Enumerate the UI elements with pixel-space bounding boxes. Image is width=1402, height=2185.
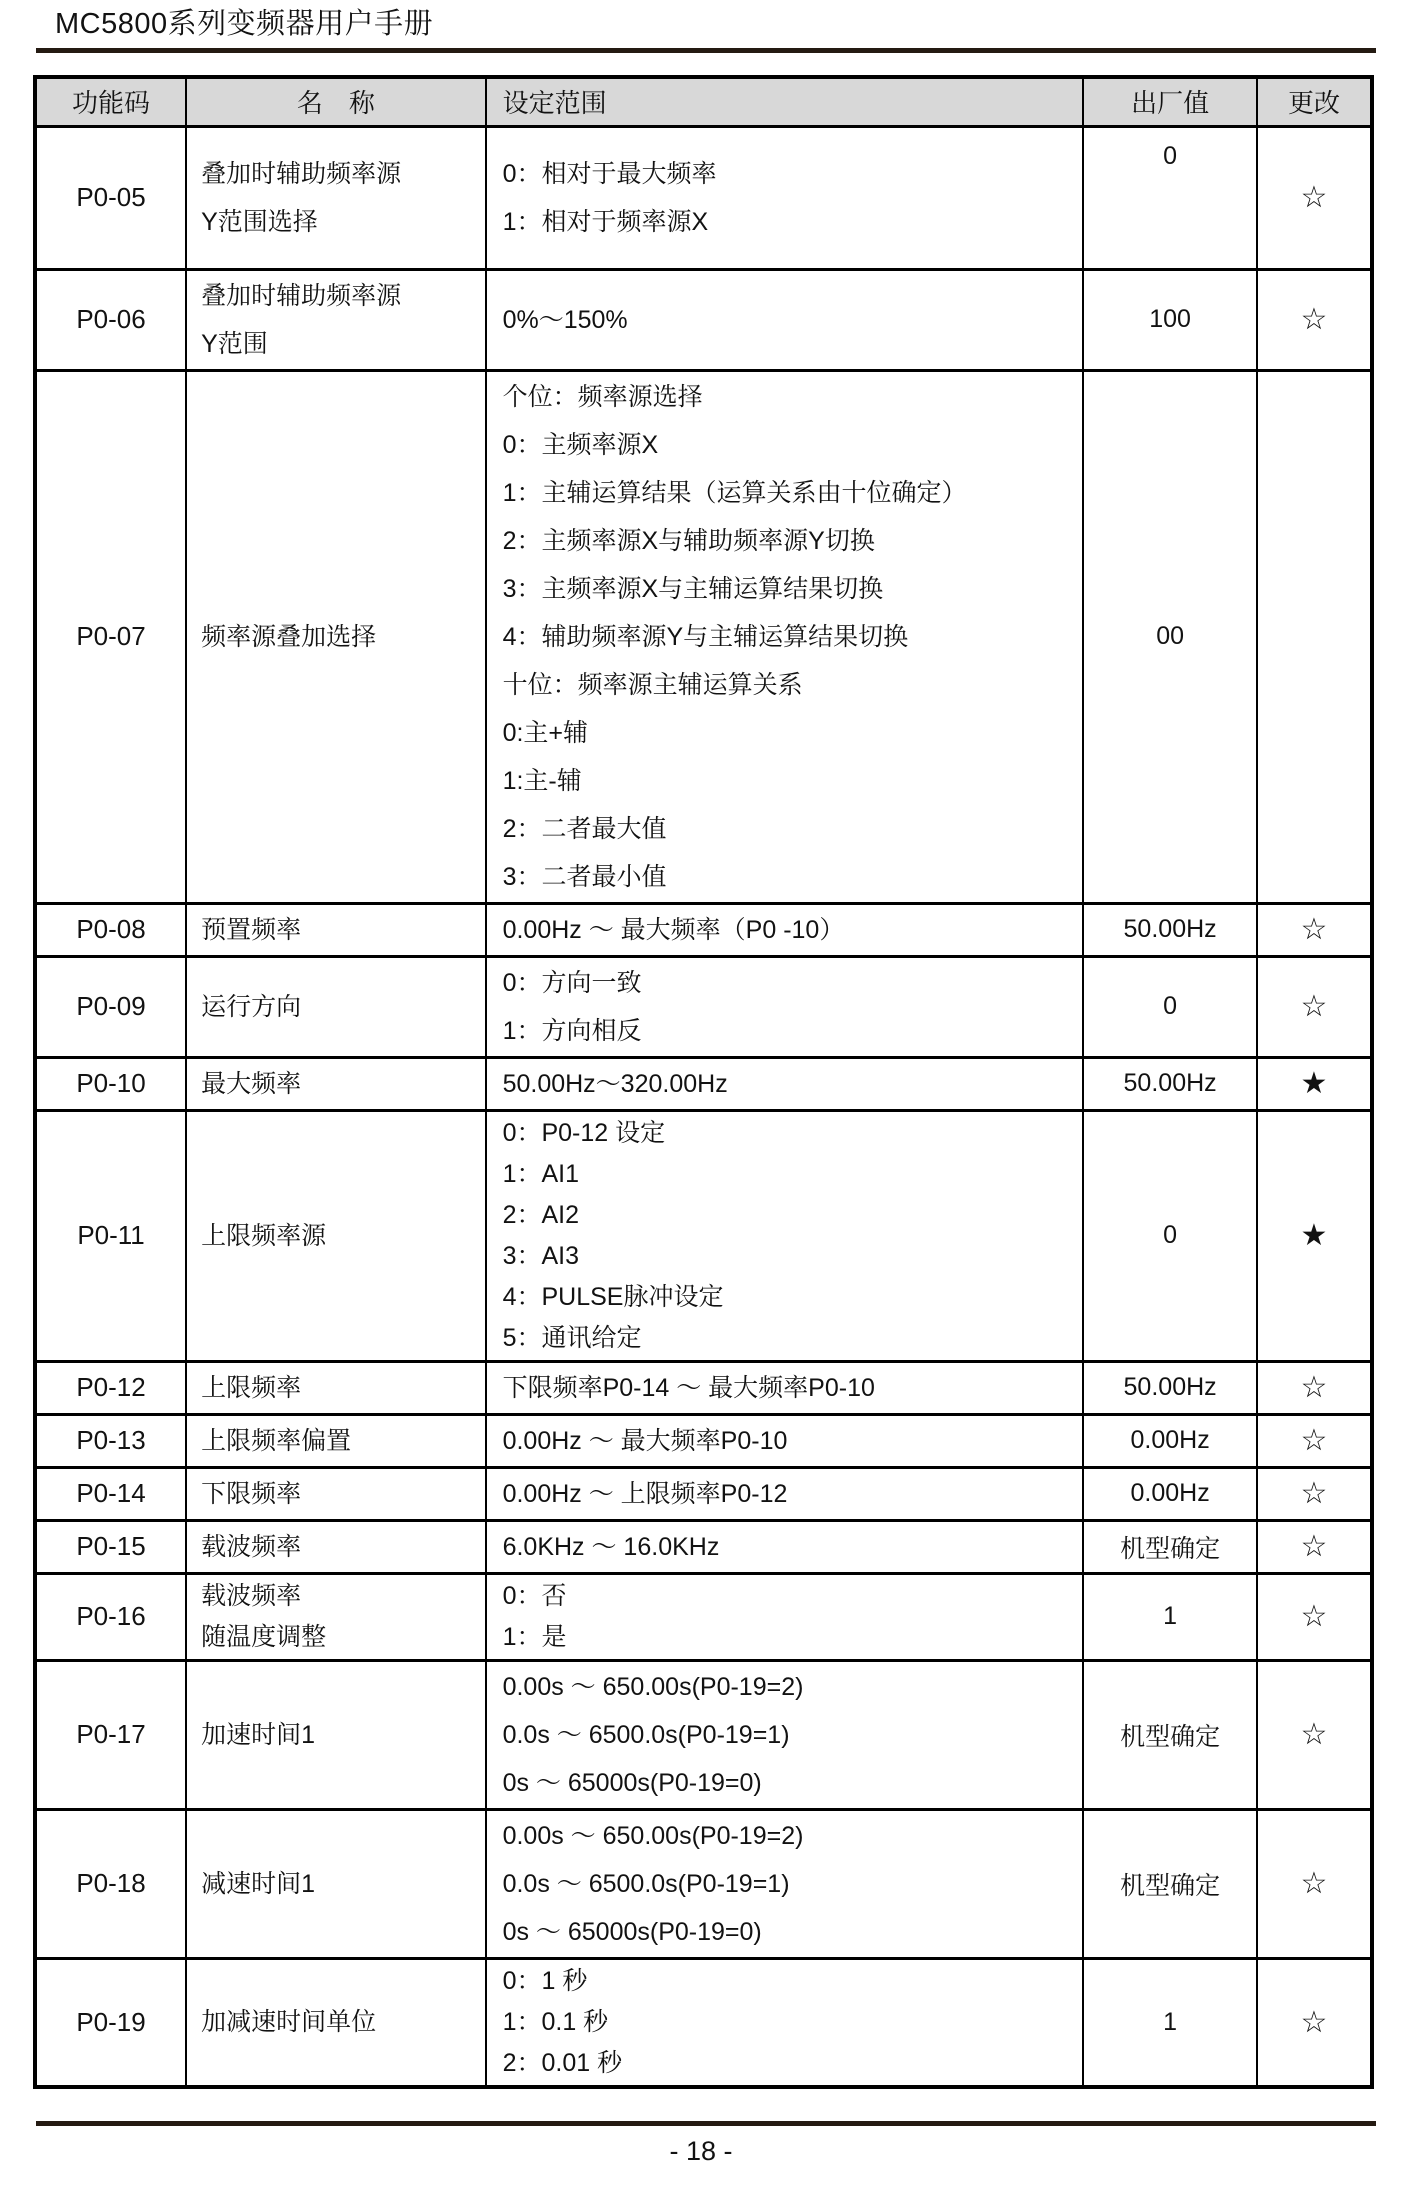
hollow-star-icon: ☆: [1300, 1371, 1328, 1404]
column-header: 设定范围: [486, 77, 1084, 126]
page-number: - 18 -: [669, 2135, 733, 2166]
table-row: [35, 1520, 1372, 1573]
range-line: 3：AI3: [502, 1241, 579, 1270]
setting-range-cell: [486, 903, 1084, 956]
name-line: Y范围: [201, 329, 268, 358]
range-line: 0.00s ～ 650.00s(P0-19=2): [502, 1672, 804, 1701]
name-cell: [186, 126, 485, 269]
range-line: 1：是: [502, 1622, 567, 1651]
function-code-cell: P0-16: [35, 1573, 186, 1660]
change-flag-cell: [1257, 1361, 1372, 1414]
range-line: 0.00s ～ 650.00s(P0-19=2): [502, 1821, 804, 1850]
change-flag-cell: [1257, 1110, 1372, 1361]
name-line: 频率源叠加选择: [201, 622, 377, 651]
change-flag-cell: [1257, 1809, 1372, 1958]
table-header-row: [35, 77, 1372, 126]
filled-star-icon: ★: [1300, 1067, 1328, 1100]
range-line: 3：主频率源X与主辅运算结果切换: [502, 574, 884, 603]
column-header: 名 称: [186, 77, 485, 126]
factory-default-cell: 100: [1083, 269, 1257, 370]
factory-default-cell: 机型确定: [1083, 1809, 1257, 1958]
table-row: [35, 1057, 1372, 1110]
footer-rule: [36, 2121, 1376, 2126]
range-line: 2：主频率源X与辅助频率源Y切换: [502, 526, 875, 555]
range-line: 4：PULSE脉冲设定: [502, 1282, 724, 1311]
range-line: 2：0.01 秒: [502, 2048, 623, 2077]
setting-range-cell: [486, 1057, 1084, 1110]
setting-range-cell: [486, 1414, 1084, 1467]
name-cell: [186, 1660, 485, 1809]
factory-default-cell: 0: [1083, 956, 1257, 1057]
hollow-star-icon: ☆: [1300, 2005, 1328, 2039]
name-cell: [186, 1467, 485, 1520]
name-line: Y范围选择: [201, 207, 318, 236]
table-row: [35, 1414, 1372, 1467]
function-code-cell: P0-12: [35, 1361, 186, 1414]
range-line: 0：P0-12 设定: [502, 1118, 666, 1147]
change-flag-cell: [1257, 956, 1372, 1057]
factory-default-cell: 0: [1083, 1110, 1257, 1361]
function-code-cell: P0-11: [35, 1110, 186, 1361]
name-cell: [186, 956, 485, 1057]
setting-range-cell: [486, 1520, 1084, 1573]
function-code-cell: P0-13: [35, 1414, 186, 1467]
range-line: 2：二者最大值: [502, 814, 667, 843]
name-line: 最大频率: [201, 1069, 302, 1098]
hollow-star-icon: ☆: [1300, 990, 1328, 1023]
change-flag-cell: [1257, 1958, 1372, 2087]
name-cell: [186, 1110, 485, 1361]
name-cell: [186, 1958, 485, 2087]
range-line: 2：AI2: [502, 1200, 579, 1229]
range-line: 1：AI1: [502, 1159, 579, 1188]
setting-range-cell: [486, 126, 1084, 269]
setting-range-cell: [486, 370, 1084, 903]
range-line: 0：主频率源X: [502, 430, 659, 459]
name-cell: [186, 903, 485, 956]
setting-range-cell: [486, 1361, 1084, 1414]
range-line: 4：辅助频率源Y与主辅运算结果切换: [502, 622, 909, 651]
function-code-cell: P0-14: [35, 1467, 186, 1520]
column-header: 更改: [1257, 77, 1372, 126]
name-line: 叠加时辅助频率源: [201, 281, 402, 310]
table-row: [35, 1958, 1372, 2087]
range-line: 十位：频率源主辅运算关系: [502, 670, 803, 699]
factory-default-cell: 0.00Hz: [1083, 1467, 1257, 1520]
name-line: 运行方向: [201, 992, 302, 1021]
factory-default-cell: 50.00Hz: [1083, 1361, 1257, 1414]
function-code-cell: P0-06: [35, 269, 186, 370]
name-line: 载波频率: [201, 1532, 302, 1561]
table-row: [35, 1660, 1372, 1809]
hollow-star-icon: ☆: [1300, 1867, 1328, 1900]
range-line: 0.0s ～ 6500.0s(P0-19=1): [502, 1720, 790, 1749]
setting-range-cell: [486, 1809, 1084, 1958]
factory-default-cell: 00: [1083, 370, 1257, 903]
column-header: 功能码: [35, 77, 186, 126]
page-title: MC5800系列变频器用户手册: [55, 8, 434, 40]
parameter-table: [33, 75, 1374, 2089]
table-row: [35, 126, 1372, 269]
setting-range-cell: [486, 956, 1084, 1057]
name-line: 预置频率: [201, 915, 302, 944]
function-code-cell: P0-19: [35, 1958, 186, 2087]
function-code-cell: P0-17: [35, 1660, 186, 1809]
setting-range-cell: [486, 1958, 1084, 2087]
range-line: 0.0s ～ 6500.0s(P0-19=1): [502, 1869, 790, 1898]
range-line: 6.0KHz ～ 16.0KHz: [502, 1532, 720, 1561]
hollow-star-icon: ☆: [1300, 1477, 1328, 1510]
function-code-cell: P0-10: [35, 1057, 186, 1110]
name-cell: [186, 1361, 485, 1414]
name-cell: [186, 1809, 485, 1958]
name-line: 载波频率: [201, 1581, 302, 1610]
name-cell: [186, 1573, 485, 1660]
setting-range-cell: [486, 1573, 1084, 1660]
hollow-star-icon: ☆: [1300, 181, 1328, 214]
range-line: 50.00Hz～320.00Hz: [502, 1069, 728, 1098]
range-line: 0s ～ 65000s(P0-19=0): [502, 1917, 762, 1946]
name-line: 叠加时辅助频率源: [201, 159, 402, 188]
change-flag-cell: [1257, 903, 1372, 956]
factory-default-cell: 机型确定: [1083, 1520, 1257, 1573]
table-row: [35, 269, 1372, 370]
factory-default-cell: 机型确定: [1083, 1660, 1257, 1809]
setting-range-cell: [486, 1110, 1084, 1361]
hollow-star-icon: ☆: [1300, 1600, 1328, 1633]
range-line: 1：主辅运算结果（运算关系由十位确定）: [502, 478, 967, 507]
range-line: 1：0.1 秒: [502, 2007, 609, 2036]
name-cell: [186, 370, 485, 903]
range-line: 个位：频率源选择: [502, 382, 703, 411]
name-cell: [186, 1414, 485, 1467]
change-flag-cell: [1257, 1573, 1372, 1660]
function-code-cell: P0-09: [35, 956, 186, 1057]
factory-default-cell: 0.00Hz: [1083, 1414, 1257, 1467]
name-line: 下限频率: [201, 1479, 302, 1508]
range-line: 0：否: [502, 1581, 567, 1610]
filled-star-icon: ★: [1300, 1219, 1328, 1252]
table-row: [35, 903, 1372, 956]
table-row: [35, 1809, 1372, 1958]
function-code-cell: P0-05: [35, 126, 186, 269]
table-row: [35, 370, 1372, 903]
range-line: 1:主-辅: [502, 766, 582, 795]
hollow-star-icon: ☆: [1300, 1718, 1328, 1751]
range-line: 5：通讯给定: [502, 1323, 642, 1352]
function-code-cell: P0-18: [35, 1809, 186, 1958]
hollow-star-icon: ☆: [1300, 1530, 1328, 1563]
factory-default-cell: 50.00Hz: [1083, 1057, 1257, 1110]
factory-default-cell: 1: [1083, 1958, 1257, 2087]
change-flag-cell: [1257, 1467, 1372, 1520]
name-line: 加减速时间单位: [201, 2008, 377, 2036]
range-line: 0%～150%: [502, 305, 628, 334]
function-code-cell: P0-15: [35, 1520, 186, 1573]
change-flag-cell: [1257, 1520, 1372, 1573]
column-header: 出厂值: [1083, 77, 1257, 126]
change-flag-cell: [1257, 1414, 1372, 1467]
range-line: 0.00Hz ～ 上限频率P0-12: [502, 1479, 788, 1508]
page-footer: [0, 2121, 1402, 2167]
factory-default-cell: 50.00Hz: [1083, 903, 1257, 956]
table-row: [35, 956, 1372, 1057]
range-line: 0.00Hz ～ 最大频率（P0 -10）: [502, 915, 845, 944]
range-line: 0：相对于最大频率: [502, 159, 717, 188]
range-line: 1：相对于频率源X: [502, 207, 709, 236]
hollow-star-icon: ☆: [1300, 303, 1328, 336]
range-line: 0：方向一致: [502, 968, 642, 997]
range-line: 3：二者最小值: [502, 862, 667, 891]
name-line: 上限频率偏置: [201, 1426, 352, 1455]
table-row: [35, 1110, 1372, 1361]
range-line: 下限频率P0-14 ～ 最大频率P0-10: [502, 1373, 875, 1402]
setting-range-cell: [486, 269, 1084, 370]
range-line: 1：方向相反: [502, 1016, 642, 1045]
name-cell: [186, 269, 485, 370]
name-line: 上限频率: [201, 1373, 302, 1402]
table-row: [35, 1573, 1372, 1660]
name-line: 加速时间1: [201, 1720, 315, 1749]
factory-default-cell: 1: [1083, 1573, 1257, 1660]
change-flag-cell: [1257, 269, 1372, 370]
range-line: 0s ～ 65000s(P0-19=0): [502, 1768, 762, 1797]
hollow-star-icon: ☆: [1300, 1424, 1328, 1457]
setting-range-cell: [486, 1467, 1084, 1520]
name-cell: [186, 1057, 485, 1110]
function-code-cell: P0-08: [35, 903, 186, 956]
change-flag-cell: [1257, 1057, 1372, 1110]
name-line: 减速时间1: [201, 1869, 315, 1898]
range-line: 0：1 秒: [502, 1966, 588, 1995]
factory-default-cell: 0: [1083, 126, 1257, 269]
table-row: [35, 1467, 1372, 1520]
name-line: 上限频率源: [201, 1221, 327, 1250]
change-flag-cell: [1257, 1660, 1372, 1809]
change-flag-cell: [1257, 370, 1372, 903]
change-flag-cell: [1257, 126, 1372, 269]
table-row: [35, 1361, 1372, 1414]
name-cell: [186, 1520, 485, 1573]
hollow-star-icon: ☆: [1300, 913, 1328, 946]
function-code-cell: P0-07: [35, 370, 186, 903]
name-line: 随温度调整: [201, 1622, 327, 1651]
range-line: 0.00Hz ～ 最大频率P0-10: [502, 1426, 788, 1455]
header-rule: [36, 48, 1376, 53]
range-line: 0:主+辅: [502, 718, 589, 747]
setting-range-cell: [486, 1660, 1084, 1809]
